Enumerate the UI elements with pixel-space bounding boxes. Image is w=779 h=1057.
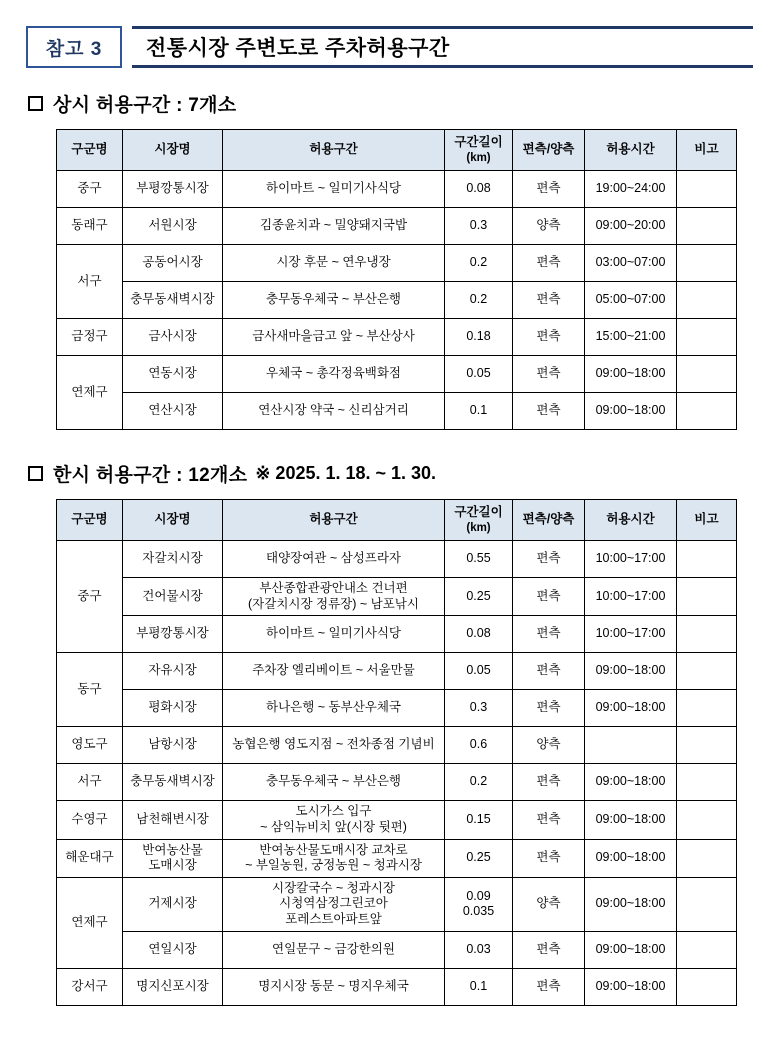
table-header-row bbox=[57, 130, 737, 171]
column-header-sub-3: (km) bbox=[466, 521, 491, 534]
cell-market: 명지신포시장 bbox=[123, 968, 223, 1005]
cell-side: 편측 bbox=[513, 839, 585, 877]
column-header-5: 허용시간 bbox=[585, 500, 677, 541]
cell-section: 태양장여관 ~ 삼성프라자 bbox=[223, 541, 445, 578]
cell-district: 연제구 bbox=[57, 877, 123, 968]
cell-length: 0.25 bbox=[445, 578, 513, 616]
cell-side: 편측 bbox=[513, 319, 585, 356]
cell-time: 09:00~18:00 bbox=[585, 653, 677, 690]
cell-time: 09:00~18:00 bbox=[585, 968, 677, 1005]
cell-remark bbox=[677, 877, 737, 931]
cell-side: 양측 bbox=[513, 208, 585, 245]
cell-remark bbox=[677, 690, 737, 727]
cell-market: 연동시장 bbox=[123, 356, 223, 393]
section-temporary-heading bbox=[28, 460, 753, 487]
cell-section: 연산시장 약국 ~ 신리삼거리 bbox=[223, 393, 445, 430]
section-always-title: 상시 허용구간 : 7개소 bbox=[53, 95, 237, 116]
cell-market: 반여농산물 도매시장 bbox=[123, 839, 223, 877]
cell-remark bbox=[677, 801, 737, 839]
cell-district: 중구 bbox=[57, 541, 123, 653]
section-always-heading bbox=[28, 90, 753, 117]
cell-length: 0.3 bbox=[445, 208, 513, 245]
cell-market: 충무동새벽시장 bbox=[123, 764, 223, 801]
cell-market: 서원시장 bbox=[123, 208, 223, 245]
cell-section: 농협은행 영도지점 ~ 전차종점 기념비 bbox=[223, 727, 445, 764]
cell-section: 시장칼국수 ~ 청과시장 시청역삼정그린코아 포레스트아파트앞 bbox=[223, 877, 445, 931]
cell-length: 0.2 bbox=[445, 245, 513, 282]
cell-remark bbox=[677, 578, 737, 616]
cell-remark bbox=[677, 356, 737, 393]
cell-district: 수영구 bbox=[57, 801, 123, 839]
cell-district: 영도구 bbox=[57, 727, 123, 764]
cell-section: 명지시장 동문 ~ 명지우체국 bbox=[223, 968, 445, 1005]
cell-market: 자갈치시장 bbox=[123, 541, 223, 578]
cell-remark bbox=[677, 839, 737, 877]
cell-district: 동구 bbox=[57, 653, 123, 727]
page-title-label: 전통시장 주변도로 주차허용구간 bbox=[146, 37, 450, 60]
cell-district: 중구 bbox=[57, 171, 123, 208]
cell-section: 도시가스 입구 ~ 삼익뉴비치 앞(시장 뒷편) bbox=[223, 801, 445, 839]
cell-section: 충무동우체국 ~ 부산은행 bbox=[223, 282, 445, 319]
cell-time: 05:00~07:00 bbox=[585, 282, 677, 319]
cell-district: 서구 bbox=[57, 245, 123, 319]
cell-time: 09:00~18:00 bbox=[585, 801, 677, 839]
table-row bbox=[57, 801, 737, 839]
cell-length: 0.15 bbox=[445, 801, 513, 839]
cell-remark bbox=[677, 393, 737, 430]
document-header bbox=[26, 26, 753, 68]
cell-section: 반여농산물도매시장 교차로 ~ 부일농원, 궁정농원 ~ 청과시장 bbox=[223, 839, 445, 877]
cell-length: 0.2 bbox=[445, 282, 513, 319]
reference-badge-label: 참고 3 bbox=[45, 38, 103, 60]
cell-time: 10:00~17:00 bbox=[585, 616, 677, 653]
cell-time: 15:00~21:00 bbox=[585, 319, 677, 356]
cell-section: 연일문구 ~ 금강한의원 bbox=[223, 931, 445, 968]
cell-side: 편측 bbox=[513, 690, 585, 727]
cell-section: 김종윤치과 ~ 밀양돼지국밥 bbox=[223, 208, 445, 245]
table-row bbox=[57, 541, 737, 578]
table-always-body bbox=[57, 171, 737, 430]
cell-district: 서구 bbox=[57, 764, 123, 801]
column-header-sub-3: (km) bbox=[466, 151, 491, 164]
cell-remark bbox=[677, 931, 737, 968]
cell-length: 0.08 bbox=[445, 171, 513, 208]
section-always bbox=[26, 90, 753, 430]
cell-side: 양측 bbox=[513, 877, 585, 931]
column-header-1: 시장명 bbox=[123, 500, 223, 541]
table-row bbox=[57, 877, 737, 931]
cell-time: 09:00~18:00 bbox=[585, 764, 677, 801]
table-row bbox=[57, 727, 737, 764]
cell-market: 금사시장 bbox=[123, 319, 223, 356]
cell-market: 연일시장 bbox=[123, 931, 223, 968]
cell-length: 0.18 bbox=[445, 319, 513, 356]
page-title bbox=[132, 26, 753, 68]
cell-section: 부산종합관광안내소 건너편 (자갈치시장 정류장) ~ 남포낚시 bbox=[223, 578, 445, 616]
table-row bbox=[57, 282, 737, 319]
cell-district: 금정구 bbox=[57, 319, 123, 356]
section-temporary bbox=[26, 460, 753, 1006]
column-header-6: 비고 bbox=[677, 500, 737, 541]
cell-section: 우체국 ~ 총각정육백화점 bbox=[223, 356, 445, 393]
checkbox-icon bbox=[28, 466, 43, 481]
cell-district: 연제구 bbox=[57, 356, 123, 430]
cell-side: 편측 bbox=[513, 282, 585, 319]
cell-length: 0.08 bbox=[445, 616, 513, 653]
table-temporary bbox=[56, 499, 737, 1006]
cell-time: 09:00~18:00 bbox=[585, 839, 677, 877]
cell-remark bbox=[677, 653, 737, 690]
cell-market: 부평깡통시장 bbox=[123, 616, 223, 653]
cell-length: 0.03 bbox=[445, 931, 513, 968]
column-header-1: 시장명 bbox=[123, 130, 223, 171]
cell-time: 09:00~20:00 bbox=[585, 208, 677, 245]
table-row bbox=[57, 356, 737, 393]
cell-section: 하나은행 ~ 동부산우체국 bbox=[223, 690, 445, 727]
table-always-head bbox=[57, 130, 737, 171]
cell-market: 공동어시장 bbox=[123, 245, 223, 282]
cell-remark bbox=[677, 245, 737, 282]
cell-market: 평화시장 bbox=[123, 690, 223, 727]
cell-length: 0.05 bbox=[445, 653, 513, 690]
table-temporary-head bbox=[57, 500, 737, 541]
table-row bbox=[57, 839, 737, 877]
cell-length: 0.3 bbox=[445, 690, 513, 727]
cell-time: 09:00~18:00 bbox=[585, 931, 677, 968]
table-row bbox=[57, 393, 737, 430]
cell-length: 0.09 0.035 bbox=[445, 877, 513, 931]
cell-side: 편측 bbox=[513, 393, 585, 430]
cell-time: 09:00~18:00 bbox=[585, 690, 677, 727]
cell-remark bbox=[677, 208, 737, 245]
cell-district: 해운대구 bbox=[57, 839, 123, 877]
cell-market: 남천해변시장 bbox=[123, 801, 223, 839]
cell-remark bbox=[677, 727, 737, 764]
cell-market: 충무동새벽시장 bbox=[123, 282, 223, 319]
cell-side: 편측 bbox=[513, 245, 585, 282]
table-row bbox=[57, 968, 737, 1005]
table-row bbox=[57, 690, 737, 727]
cell-remark bbox=[677, 616, 737, 653]
cell-time: 03:00~07:00 bbox=[585, 245, 677, 282]
cell-remark bbox=[677, 282, 737, 319]
cell-market: 연산시장 bbox=[123, 393, 223, 430]
cell-length: 0.1 bbox=[445, 393, 513, 430]
cell-side: 편측 bbox=[513, 171, 585, 208]
column-header-0: 구군명 bbox=[57, 130, 123, 171]
cell-length: 0.6 bbox=[445, 727, 513, 764]
table-row bbox=[57, 171, 737, 208]
cell-side: 편측 bbox=[513, 356, 585, 393]
table-row bbox=[57, 578, 737, 616]
cell-remark bbox=[677, 171, 737, 208]
cell-length: 0.1 bbox=[445, 968, 513, 1005]
cell-section: 시장 후문 ~ 연우냉장 bbox=[223, 245, 445, 282]
checkbox-icon bbox=[28, 96, 43, 111]
cell-district: 강서구 bbox=[57, 968, 123, 1005]
cell-market: 건어물시장 bbox=[123, 578, 223, 616]
cell-time bbox=[585, 727, 677, 764]
cell-length: 0.05 bbox=[445, 356, 513, 393]
table-row bbox=[57, 764, 737, 801]
cell-section: 충무동우체국 ~ 부산은행 bbox=[223, 764, 445, 801]
column-header-3: 구간길이 (km) bbox=[445, 130, 513, 171]
section-temporary-title: 한시 허용구간 : 12개소 bbox=[53, 465, 248, 486]
cell-time: 09:00~18:00 bbox=[585, 356, 677, 393]
table-temporary-body bbox=[57, 541, 737, 1006]
cell-district: 동래구 bbox=[57, 208, 123, 245]
cell-time: 10:00~17:00 bbox=[585, 541, 677, 578]
cell-remark bbox=[677, 541, 737, 578]
cell-remark bbox=[677, 764, 737, 801]
column-header-5: 허용시간 bbox=[585, 130, 677, 171]
cell-side: 편측 bbox=[513, 801, 585, 839]
cell-time: 10:00~17:00 bbox=[585, 578, 677, 616]
cell-market: 부평깡통시장 bbox=[123, 171, 223, 208]
cell-remark bbox=[677, 319, 737, 356]
cell-length: 0.2 bbox=[445, 764, 513, 801]
column-header-2: 허용구간 bbox=[223, 500, 445, 541]
cell-length: 0.55 bbox=[445, 541, 513, 578]
cell-time: 09:00~18:00 bbox=[585, 393, 677, 430]
cell-section: 하이마트 ~ 일미기사식당 bbox=[223, 171, 445, 208]
table-row bbox=[57, 319, 737, 356]
cell-side: 편측 bbox=[513, 968, 585, 1005]
cell-remark bbox=[677, 968, 737, 1005]
column-header-3: 구간길이 (km) bbox=[445, 500, 513, 541]
cell-side: 편측 bbox=[513, 764, 585, 801]
table-always bbox=[56, 129, 737, 430]
cell-time: 19:00~24:00 bbox=[585, 171, 677, 208]
table-header-row bbox=[57, 500, 737, 541]
table-row bbox=[57, 931, 737, 968]
cell-section: 주차장 엘리베이트 ~ 서울만물 bbox=[223, 653, 445, 690]
column-header-6: 비고 bbox=[677, 130, 737, 171]
cell-market: 자유시장 bbox=[123, 653, 223, 690]
cell-side: 편측 bbox=[513, 541, 585, 578]
cell-length: 0.25 bbox=[445, 839, 513, 877]
column-header-2: 허용구간 bbox=[223, 130, 445, 171]
table-row bbox=[57, 245, 737, 282]
table-row bbox=[57, 616, 737, 653]
column-header-4: 편측/양측 bbox=[513, 500, 585, 541]
cell-market: 거제시장 bbox=[123, 877, 223, 931]
cell-side: 편측 bbox=[513, 578, 585, 616]
cell-side: 편측 bbox=[513, 931, 585, 968]
cell-section: 금사새마을금고 앞 ~ 부산상사 bbox=[223, 319, 445, 356]
reference-badge bbox=[26, 26, 122, 68]
cell-section: 하이마트 ~ 일미기사식당 bbox=[223, 616, 445, 653]
column-header-4: 편측/양측 bbox=[513, 130, 585, 171]
cell-side: 양측 bbox=[513, 727, 585, 764]
cell-time: 09:00~18:00 bbox=[585, 877, 677, 931]
column-header-0: 구군명 bbox=[57, 500, 123, 541]
cell-side: 편측 bbox=[513, 653, 585, 690]
cell-market: 남항시장 bbox=[123, 727, 223, 764]
table-row bbox=[57, 208, 737, 245]
cell-side: 편측 bbox=[513, 616, 585, 653]
section-temporary-note: ※ 2025. 1. 18. ~ 1. 30. bbox=[255, 463, 437, 483]
table-row bbox=[57, 653, 737, 690]
